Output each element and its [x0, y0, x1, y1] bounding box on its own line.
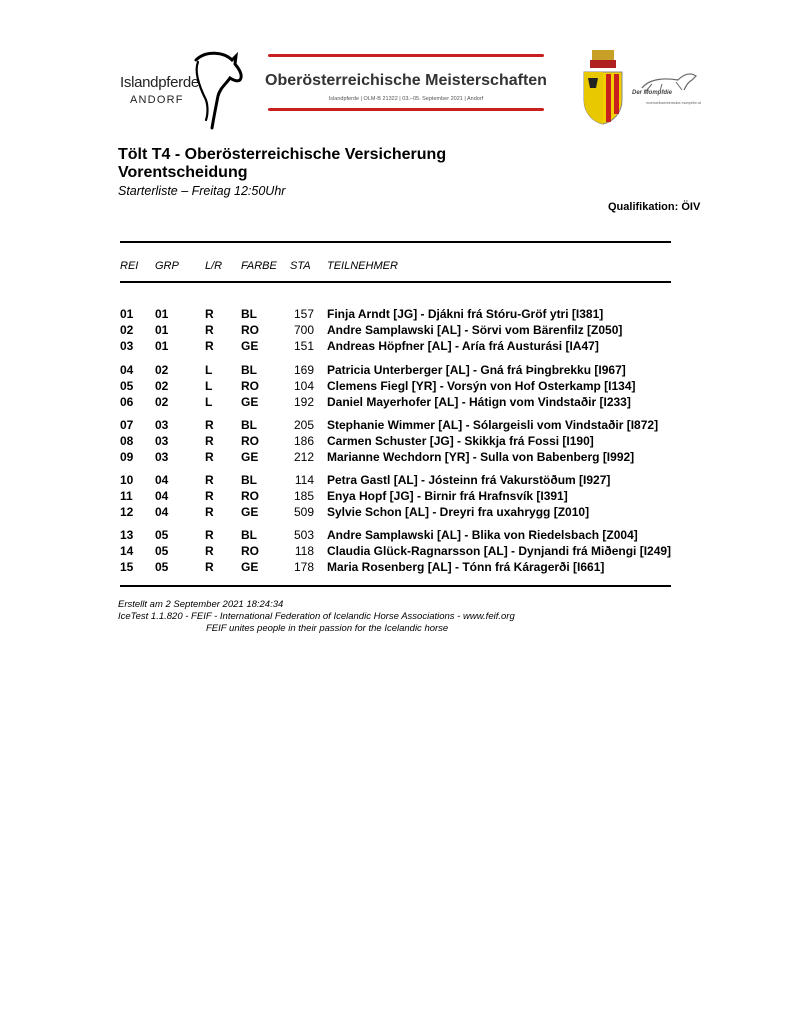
cell-teilnehmer: Andre Samplawski [AL] - Sörvi vom Bärenfilz [Z050]: [327, 323, 623, 337]
horse-head-icon: [188, 48, 248, 130]
cell-farbe: GE: [241, 339, 259, 353]
cell-teilnehmer: Clemens Fiegl [YR] - Vorsýn von Hof Osterkamp [I134]: [327, 379, 636, 393]
cell-rei: 08: [120, 434, 134, 448]
cell-rei: 05: [120, 379, 134, 393]
cell-farbe: BL: [241, 528, 257, 542]
banner-bottom-stroke: [268, 108, 544, 111]
cell-lr: R: [205, 418, 214, 432]
partner-logo: [632, 68, 704, 114]
cell-lr: R: [205, 323, 214, 337]
cell-sta: 118: [294, 544, 314, 558]
table-row: [0, 418, 791, 433]
table-row: [0, 505, 791, 520]
cell-teilnehmer: Claudia Glück-Ragnarsson [AL] - Dynjandi frá Miðengi [I249]: [327, 544, 672, 558]
cell-lr: R: [205, 434, 214, 448]
cell-teilnehmer: Carmen Schuster [JG] - Skikkja frá Fossi [I190]: [327, 434, 594, 448]
cell-rei: 06: [120, 395, 134, 409]
cell-farbe: BL: [241, 473, 257, 487]
table-row: [0, 339, 791, 354]
cell-sta: 185: [293, 489, 314, 503]
cell-lr: R: [205, 528, 214, 542]
cell-lr: R: [205, 560, 214, 574]
cell-rei: 13: [120, 528, 134, 542]
footer: [118, 599, 515, 635]
cell-sta: 192: [293, 395, 314, 409]
cell-grp: 03: [155, 434, 169, 448]
club-logo-line2: ANDORF: [130, 94, 184, 106]
table-row: [0, 379, 791, 394]
table-row: [0, 363, 791, 378]
table-row: [0, 323, 791, 338]
table-row: [0, 528, 791, 543]
cell-lr: R: [205, 489, 214, 503]
cell-lr: L: [205, 395, 213, 409]
horse-silhouette-icon: [632, 68, 704, 92]
cell-sta: 205: [293, 418, 314, 432]
header-farbe: FARBE: [241, 260, 277, 272]
cell-farbe: RO: [241, 544, 259, 558]
cell-rei: 02: [120, 323, 134, 337]
cell-teilnehmer: Daniel Mayerhofer [AL] - Hátign vom Vindstaðir [I233]: [327, 395, 631, 409]
club-logo: [118, 48, 248, 130]
cell-rei: 14: [120, 544, 134, 558]
header-lr: L/R: [205, 260, 223, 272]
cell-farbe: RO: [241, 434, 259, 448]
cell-sta: 186: [293, 434, 314, 448]
cell-farbe: GE: [241, 450, 259, 464]
cell-grp: 03: [155, 450, 169, 464]
cell-sta: 169: [293, 363, 314, 377]
cell-rei: 09: [120, 450, 134, 464]
cell-lr: R: [205, 339, 214, 353]
cell-teilnehmer: Finja Arndt [JG] - Djákni frá Stóru-Gröf ytri [I381]: [327, 307, 604, 321]
cell-farbe: GE: [241, 395, 259, 409]
table-bottom-rule: [120, 585, 671, 587]
cell-lr: R: [205, 544, 214, 558]
cell-teilnehmer: Petra Gastl [AL] - Jósteinn frá Vakurstöðum [I927]: [327, 473, 611, 487]
document-subtitle: Starterliste – Freitag 12:50Uhr: [118, 184, 286, 198]
cell-grp: 02: [155, 395, 169, 409]
cell-lr: L: [205, 379, 213, 393]
footer-slogan: FEIF unites people in their passion for the Icelandic horse: [206, 623, 449, 634]
cell-rei: 10: [120, 473, 134, 487]
cell-grp: 04: [155, 489, 169, 503]
cell-teilnehmer: Patricia Unterberger [AL] - Gná frá Þingbrekku [I967]: [327, 363, 626, 377]
cell-grp: 04: [155, 505, 169, 519]
cell-lr: R: [205, 505, 214, 519]
cell-rei: 07: [120, 418, 134, 432]
table-row: [0, 489, 791, 504]
cell-teilnehmer: Maria Rosenberg [AL] - Tónn frá Káragerði [I661]: [327, 560, 605, 574]
cell-sta: 503: [293, 528, 314, 542]
table-row: [0, 450, 791, 465]
cell-sta: 104: [293, 379, 314, 393]
cell-grp: 01: [155, 323, 169, 337]
event-banner: [265, 50, 547, 120]
table-row: [0, 560, 791, 575]
cell-sta: 157: [293, 307, 314, 321]
cell-farbe: GE: [241, 560, 259, 574]
document-title-line2: Vorentscheidung: [118, 164, 248, 181]
cell-lr: R: [205, 307, 214, 321]
coat-of-arms-icon: [580, 48, 626, 126]
cell-grp: 05: [155, 528, 169, 542]
footer-created: Erstellt am 2 September 2021 18:24:34: [118, 599, 284, 610]
table-row: [0, 434, 791, 449]
cell-sta: 700: [293, 323, 314, 337]
cell-grp: 02: [155, 363, 169, 377]
club-logo-line1: Islandpferde: [120, 74, 199, 91]
cell-rei: 04: [120, 363, 134, 377]
header-rei: REI: [120, 260, 139, 272]
document-title: Tölt T4 - Oberösterreichische Versicherung: [118, 146, 447, 163]
footer-software: IceTest 1.1.820 - FEIF - International Federation of Icelandic Horse Associations - www.feif.org: [118, 611, 515, 622]
table-top-rule: [120, 241, 671, 243]
cell-sta: 151: [293, 339, 314, 353]
table-row: [0, 395, 791, 410]
cell-teilnehmer: Sylvie Schon [AL] - Dreyri fra uxahrygg [Z010]: [327, 505, 590, 519]
partner-logo-url: moerschbaeckerstube-mompfdie.at: [646, 101, 701, 105]
cell-grp: 01: [155, 339, 169, 353]
cell-rei: 15: [120, 560, 134, 574]
header-teilnehmer: TEILNEHMER: [327, 260, 398, 272]
cell-teilnehmer: Marianne Wechdorn [YR] - Sulla von Babenberg [I992]: [327, 450, 635, 464]
cell-farbe: GE: [241, 505, 259, 519]
cell-grp: 01: [155, 307, 169, 321]
header-grp: GRP: [155, 260, 179, 272]
cell-grp: 05: [155, 560, 169, 574]
cell-teilnehmer: Andre Samplawski [AL] - Blika von Riedelsbach [Z004]: [327, 528, 638, 542]
cell-teilnehmer: Enya Hopf [JG] - Birnir frá Hrafnsvík [I391]: [327, 489, 568, 503]
cell-rei: 12: [120, 505, 134, 519]
cell-farbe: RO: [241, 323, 259, 337]
cell-rei: 01: [120, 307, 134, 321]
cell-grp: 05: [155, 544, 169, 558]
cell-farbe: BL: [241, 307, 257, 321]
banner-title: Oberösterreichische Meisterschaften: [265, 72, 547, 89]
cell-sta: 212: [293, 450, 314, 464]
cell-grp: 02: [155, 379, 169, 393]
cell-farbe: RO: [241, 489, 259, 503]
cell-farbe: BL: [241, 418, 257, 432]
cell-lr: R: [205, 473, 214, 487]
header-sta: STA: [290, 260, 311, 272]
cell-farbe: BL: [241, 363, 257, 377]
cell-lr: L: [205, 363, 213, 377]
cell-teilnehmer: Stephanie Wimmer [AL] - Sólargeisli vom Vindstaðir [I872]: [327, 418, 659, 432]
cell-farbe: RO: [241, 379, 259, 393]
cell-sta: 114: [294, 473, 314, 487]
cell-sta: 178: [293, 560, 314, 574]
cell-rei: 03: [120, 339, 134, 353]
banner-top-stroke: [268, 54, 544, 57]
table-row: [0, 473, 791, 488]
table-row: [0, 307, 791, 322]
table-row: [0, 544, 791, 559]
cell-rei: 11: [120, 489, 133, 503]
banner-subtitle: Islandpferde | OLM-B 21322 | 03.–05. September 2021 | Andorf: [328, 96, 484, 102]
partner-logo-name: Der Mompfdie: [632, 90, 673, 96]
table-header-rule: [120, 281, 671, 283]
cell-sta: 509: [293, 505, 314, 519]
cell-lr: R: [205, 450, 214, 464]
qualification-label: Qualifikation: ÖIV: [608, 201, 701, 213]
cell-grp: 03: [155, 418, 169, 432]
cell-grp: 04: [155, 473, 169, 487]
cell-teilnehmer: Andreas Höpfner [AL] - Aría frá Austurási [IA47]: [327, 339, 599, 353]
